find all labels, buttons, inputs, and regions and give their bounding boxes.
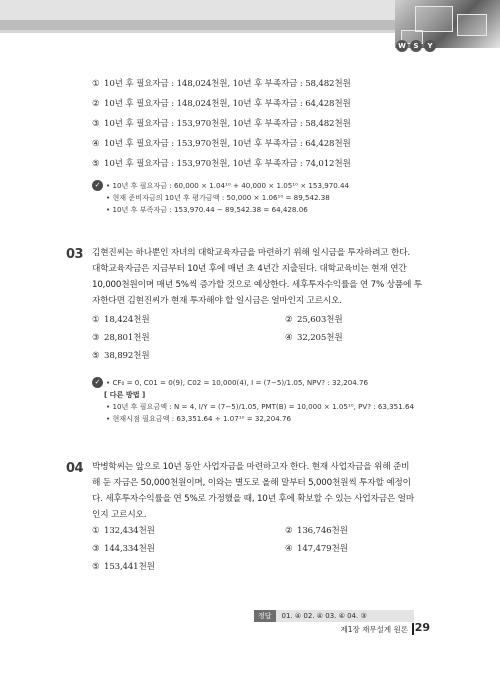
option-number: ④	[285, 544, 293, 554]
header-strip-thin	[0, 30, 398, 33]
solution-subheading: [ 다른 방법 ]	[104, 390, 146, 399]
solution-icon: ✓	[92, 180, 103, 191]
option-number: ①	[92, 79, 100, 89]
answer-option[interactable]	[92, 315, 149, 326]
answer-option[interactable]	[285, 315, 342, 326]
option-number: ③	[92, 119, 100, 129]
prev-option	[92, 139, 351, 150]
prev-option	[92, 119, 351, 130]
option-number: ⑤	[92, 351, 100, 361]
option-text: 132,434천원	[104, 526, 155, 536]
question-number: 03	[66, 247, 84, 262]
page-number: 29	[414, 621, 430, 634]
question-text	[92, 245, 464, 309]
solution-line: • 현재시점 필요금액 : 63,351.64 ÷ 1.07¹⁰ = 32,204.76	[106, 414, 292, 423]
logo-letter: Y	[424, 40, 436, 52]
answer-key	[254, 610, 414, 622]
answer-key-label: 정답	[254, 610, 276, 622]
option-text: 10년 후 필요자금 : 148,024천원, 10년 후 부족자금 : 64,428천원	[104, 99, 351, 109]
option-text: 25,603천원	[297, 315, 343, 325]
prev-option	[92, 159, 351, 170]
question-text	[92, 459, 464, 523]
solution-line: • 10년 후 필요자금 : 60,000 × 1.04¹⁰ + 40,000 × 1.05¹⁰ × 153,970.44	[106, 181, 350, 190]
wsy-logo	[396, 40, 462, 54]
answer-option[interactable]	[285, 526, 348, 537]
solution-line: • 10년 후 부족자금 : 153,970.44 − 89,542.38 = 64,428.06	[106, 205, 308, 214]
option-number: ③	[92, 544, 100, 554]
option-number: ②	[92, 99, 100, 109]
solution-line: • 10년 후 필요금액 : N = 4, I/Y = (7−5)/1.05, PMT(B) = 10,000 × 1.05¹⁰, PV? : 63,351.64	[106, 402, 414, 411]
answer-option[interactable]	[92, 351, 149, 362]
question-line: 자한다면 김현진씨가 현재 투자해야 할 일시금은 얼마인지 고르시오.	[92, 296, 342, 306]
option-text: 10년 후 필요자금 : 153,970천원, 10년 후 부족자금 : 74,012천원	[104, 159, 351, 169]
solution-line: • CF₀ = 0, C01 = 0(9), C02 = 10,000(4), I = (7−5)/1.05, NPV? : 32,204.76	[106, 378, 369, 387]
answer-option[interactable]	[92, 333, 149, 344]
solution-icon: ✓	[92, 377, 103, 388]
answer-option[interactable]	[92, 562, 155, 573]
answer-option[interactable]	[285, 544, 348, 555]
logo-letter: S	[410, 40, 422, 52]
option-number: ④	[92, 139, 100, 149]
option-number: ②	[285, 526, 293, 536]
option-text: 144,334천원	[104, 544, 155, 554]
option-text: 136,746천원	[297, 526, 348, 536]
option-text: 28,801천원	[104, 333, 150, 343]
option-number: ①	[92, 526, 100, 536]
prev-option	[92, 99, 351, 110]
option-text: 10년 후 필요자금 : 153,970천원, 10년 후 부족자금 : 64,428천원	[104, 139, 351, 149]
option-number: ④	[285, 333, 293, 343]
question-line: 대학교육자금은 지금부터 10년 후에 매년 초 4년간 지출된다. 대학교육비는 현재 연간	[92, 264, 407, 274]
option-number: ②	[285, 315, 293, 325]
option-number: ③	[92, 333, 100, 343]
question-line: 10,000천원이며 매년 5%씩 증가할 것으로 예상한다. 세후투자수익률을 연 7% 상품에 투	[92, 280, 422, 290]
question-number: 04	[66, 461, 84, 476]
option-text: 147,479천원	[297, 544, 348, 554]
question-line: 인지 고르시오.	[92, 510, 147, 520]
answer-option[interactable]	[285, 333, 342, 344]
answer-key-values: 01. ④ 02. ④ 03. ④ 04. ③	[281, 612, 367, 620]
question-line: 박병학씨는 앞으로 10년 동안 사업자금을 마련하고자 한다. 현재 사업자금을 위해 준비	[92, 462, 410, 472]
option-text: 38,892천원	[104, 351, 150, 361]
question-line: 다. 세후투자수익률을 연 5%로 가정했을 때, 10년 후에 확보할 수 있는 사업자금은 얼마	[92, 494, 415, 504]
option-text: 153,441천원	[104, 562, 155, 572]
option-text: 10년 후 필요자금 : 148,024천원, 10년 후 부족자금 : 58,482천원	[104, 79, 351, 89]
answer-option[interactable]	[92, 544, 155, 555]
option-text: 10년 후 필요자금 : 153,970천원, 10년 후 부족자금 : 58,482천원	[104, 119, 351, 129]
option-text: 18,424천원	[104, 315, 150, 325]
answer-option[interactable]	[92, 526, 155, 537]
header-strip	[0, 20, 398, 30]
question-line: 김현진씨는 하나뿐인 자녀의 대학교육자금을 마련하기 위해 일시금을 투자하려고 한다.	[92, 248, 410, 258]
option-number: ⑤	[92, 562, 100, 572]
prev-option	[92, 79, 351, 90]
solution-line: • 현재 준비자금의 10년 후 평가금액 : 50,000 × 1.06¹⁰ = 89,542.38	[106, 193, 330, 202]
option-number: ⑤	[92, 159, 100, 169]
logo-letter: W	[396, 40, 408, 52]
option-text: 32,205천원	[297, 333, 343, 343]
footer-divider	[412, 623, 414, 635]
option-number: ①	[92, 315, 100, 325]
question-line: 해 둔 자금은 50,000천원이며, 이와는 별도로 올해 말부터 5,000천원씩 투자할 예정이	[92, 478, 411, 488]
chapter-title: 제1장 재무설계 원론	[340, 625, 408, 634]
